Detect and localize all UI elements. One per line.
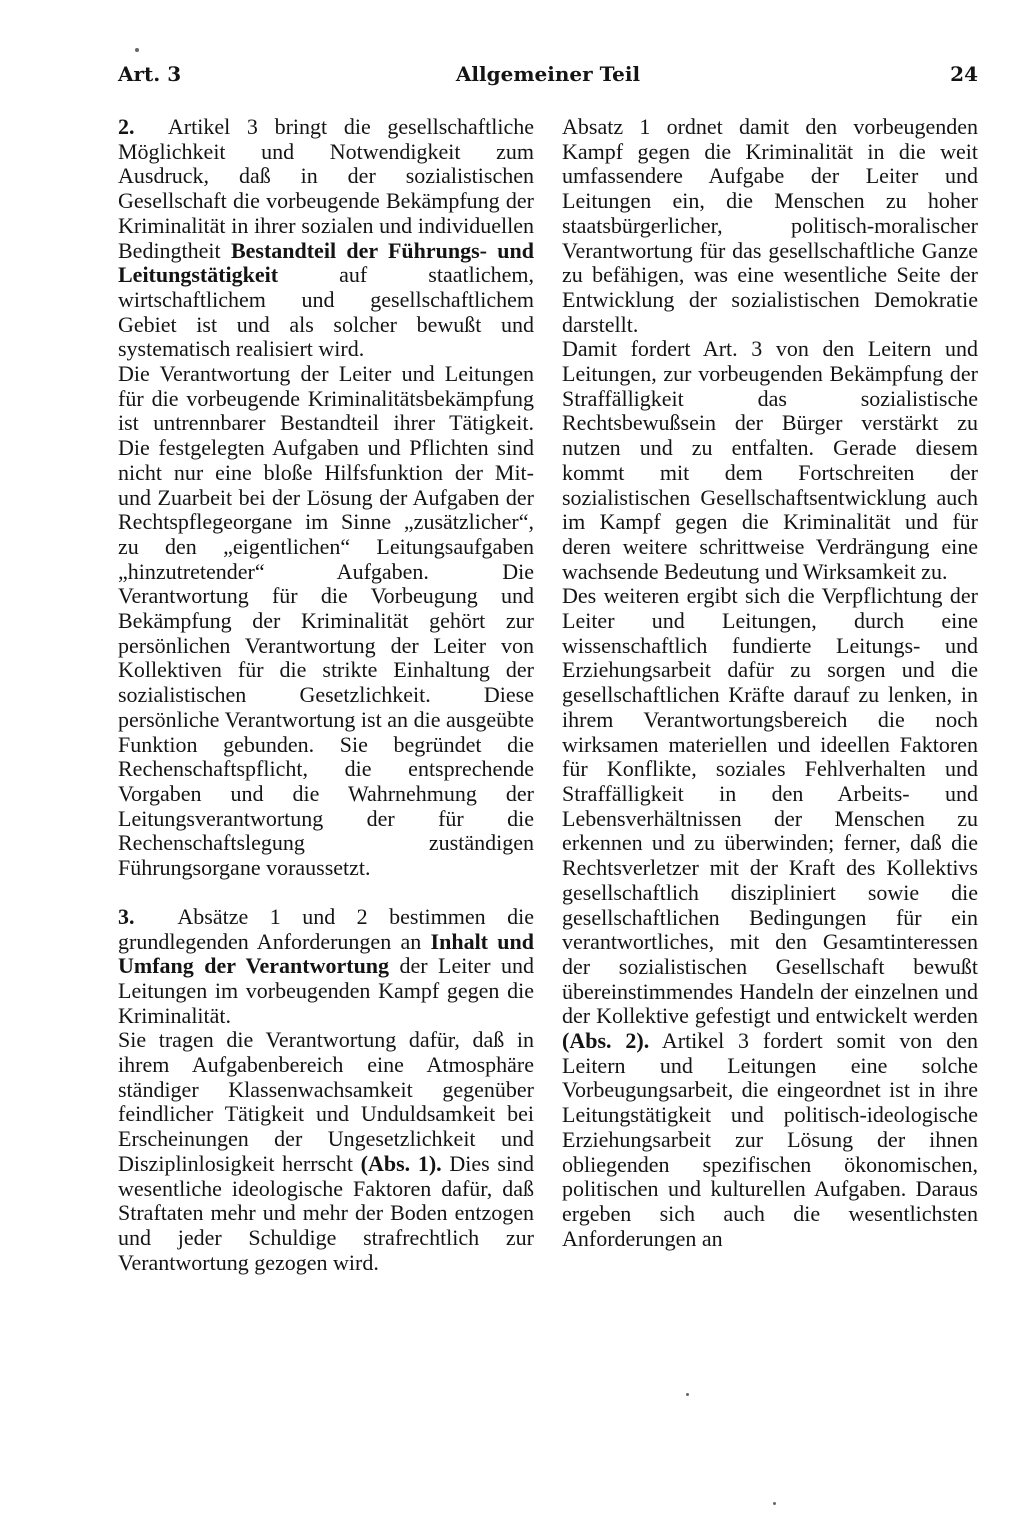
paragraph-des-weiteren bbox=[562, 584, 978, 1251]
paragraph-3-continued bbox=[118, 1028, 534, 1275]
text-run: Absätze 1 und 2 bestimmen die grundlegenden Anforderungen an bbox=[118, 903, 534, 954]
scan-speck bbox=[135, 48, 139, 52]
text-run: der Leiter und Leitungen im vorbeugenden Kampf gegen die Kriminalität. bbox=[118, 953, 535, 1028]
text-run: Sie tragen die Verantwortung dafür, daß in ihrem Aufgabenbereich eine Atmosphäre ständiger Klassenwachsamkeit gegenüber feindlicher Tätigkeit und Unduldsamkeit bei Erscheinungen der Ungesetzlichkeit und Disziplinlosigkeit herrscht bbox=[118, 1027, 534, 1176]
paragraph-number: 2. bbox=[118, 114, 135, 139]
scan-speck bbox=[686, 1393, 689, 1396]
bold-phrase: Bestandteil der Führungs- und Leitungstätigkeit bbox=[118, 237, 534, 288]
paragraph-2 bbox=[118, 115, 534, 362]
scan-speck bbox=[773, 1502, 776, 1505]
text-run: auf staatlichem, wirtschaftlichem und gesellschaftlichem Gebiet ist und als solcher bewußt und systematisch realisiert wird. bbox=[118, 262, 534, 362]
page-number: 24 bbox=[950, 62, 978, 86]
running-header bbox=[118, 62, 978, 92]
paragraph-2-continued: Die Verantwortung der Leiter und Leitungen für die vorbeugende Kriminalitätsbekämpfung ist untrennbarer Bestandteil ihrer Tätigkeit. Die festgelegten Aufgaben und Pflichten sind nicht nur eine bloße Hilfsfunktion der Mit- und Zuarbeit bei der Lösung der Aufgaben der Rechtspflegeorgane im Sinne „zusätzlicher“, zu den „eigentlichen“ Leitungsaufgaben „hinzutretender“ Aufgaben. Die Verantwortung für die Vorbeugung und Bekämpfung der Kriminalität gehört zur persönlichen Verantwortung der Leiter von Kollektiven für die strikte Einhaltung der sozialistischen Gesetzlichkeit. Diese persönliche Verantwortung ist an die ausgeübte Funktion gebunden. Sie begründet die Rechenschaftspflicht, die entsprechende Vorgaben und die Wahrnehmung der Leitungsverantwortung der für die Rechenschaftslegung zuständigen Führungsorgane voraussetzt. bbox=[118, 361, 534, 881]
paragraph-number: 3. bbox=[118, 903, 135, 929]
bold-phrase: Inhalt und Umfang der Verantwortung bbox=[118, 928, 534, 979]
right-column bbox=[562, 115, 978, 1251]
article-label: Art. 3 bbox=[118, 62, 182, 86]
section-title: Allgemeiner Teil bbox=[455, 62, 641, 86]
left-column bbox=[118, 115, 534, 1275]
paragraph-3 bbox=[118, 905, 534, 1029]
text-run: Dies sind wesentliche ideologische Faktoren dafür, daß Straftaten mehr und mehr der Boden entzogen und jeder Schuldige strafrechtlich zur Verantwortung gezogen wird. bbox=[118, 1150, 534, 1275]
reference-abs-2: (Abs. 2). bbox=[562, 1028, 650, 1054]
text-run: Artikel 3 fordert somit von den Leitern und Leitungen eine solche Vorbeugungsarbeit, die eingeordnet ist in ihre Leitungstätigkeit und politisch-ideologische Erziehungsarbeit zur Lösung der ihnen obliegenden spezifischen ökonomischen, politischen und kulturellen Aufgaben. Daraus ergeben sich auch die wesentlichsten Anforderungen an bbox=[562, 1028, 978, 1251]
text-run: Des weiteren ergibt sich die Verpflichtung der Leiter und Leitungen, durch eine wissenschaftlich fundierte Leitungs- und Erziehungsarbeit dafür zu sorgen und die gesellschaftlichen Kräfte darauf zu lenken, in ihrem Verantwortungsbereich die noch wirksamen materiellen und ideellen Faktoren für Konflikte, soziales Fehlverhalten und Straffälligkeit in den Arbeits- und Lebensverhältnissen der Menschen zu erkennen und zu überwinden; ferner, daß die Rechtsverletzer mit der Kraft des Kollektivs gesellschaftlich diszipliniert sowie die gesellschaftlichen Bedingungen für ein verantwortliches, mit den Gesamtinteressen der sozialistischen Gesellschaft bewußt übereinstimmendes Handeln der einzelnen und der Kollektive gefestigt und entwickelt werden bbox=[562, 583, 978, 1029]
paragraph-absatz-1: Absatz 1 ordnet damit den vorbeugenden Kampf gegen die Kriminalität in die weit umfassendere Aufgabe der Leiter und Leitungen ein, die Menschen zu hoher staatsbürgerlicher, politisch-moralischer Verantwortung für das gesellschaftliche Ganze zu befähigen, was eine wesentliche Seite der Entwicklung der sozialistischen Demokratie darstellt. bbox=[562, 114, 978, 337]
reference-abs-1: (Abs. 1). bbox=[360, 1150, 442, 1176]
paragraph-damit: Damit fordert Art. 3 von den Leitern und Leitungen, zur vorbeugenden Bekämpfung der Straffälligkeit das sozialistische Rechtsbewußsein der Bürger verstärkt zu nutzen und zu entfalten. Gerade diesem kommt mit dem Fortschreiten der sozialistischen Gesellschaftsentwicklung auch im Kampf gegen die Kriminalität und für deren weitere schrittweise Verdrängung eine wachsende Bedeutung und Wirksamkeit zu. bbox=[562, 336, 978, 584]
text-run: Artikel 3 bringt die gesellschaftliche Möglichkeit und Notwendigkeit zum Ausdruck, daß in der sozialistischen Gesellschaft die vorbeugende Bekämpfung der Kriminalität in ihrer sozialen und individuellen Bedingtheit bbox=[118, 114, 535, 263]
